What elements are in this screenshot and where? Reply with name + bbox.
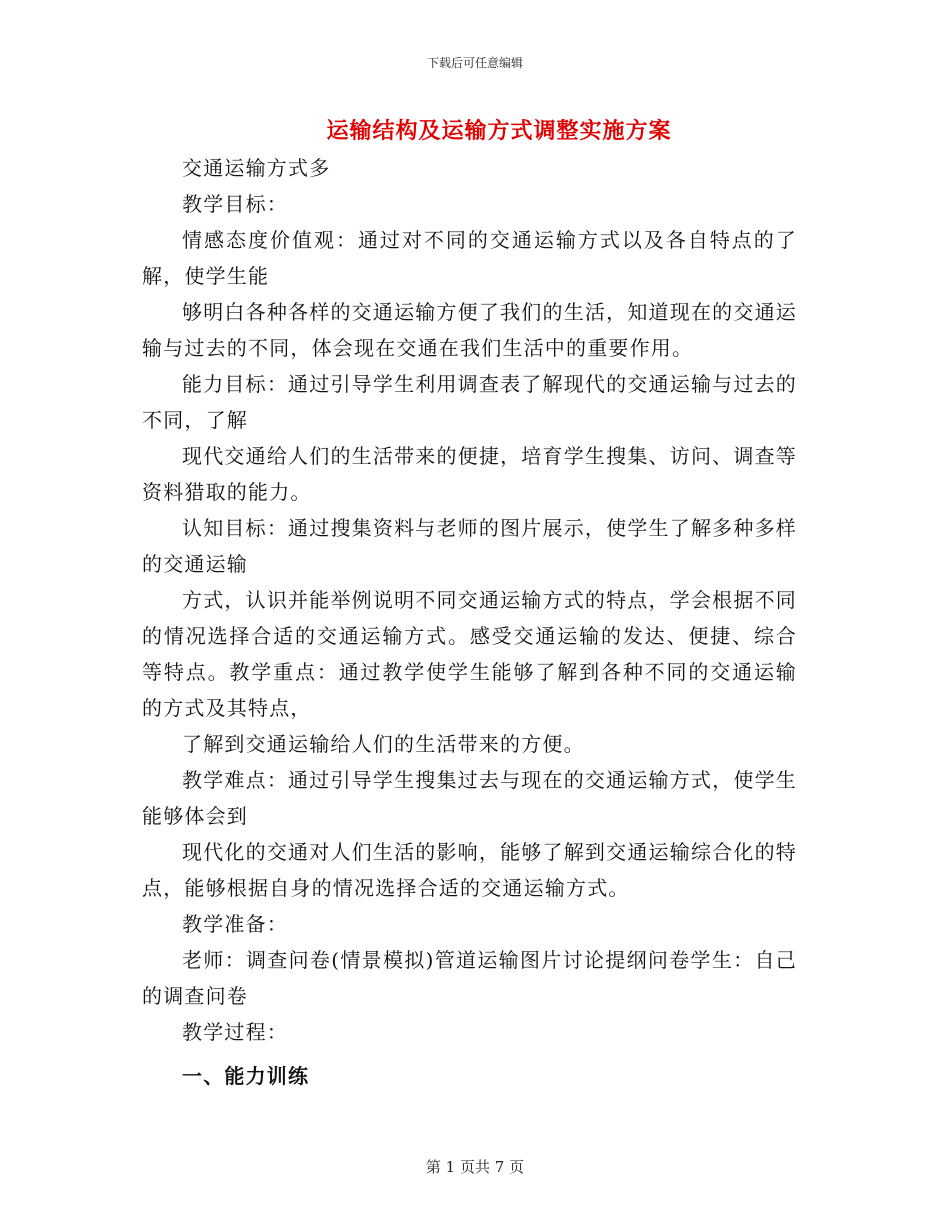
header-note: 下载后可任意编辑 — [426, 56, 523, 70]
paragraph: 教学过程： — [182, 1020, 288, 1044]
paragraph: 了解到交通运输给人们的生活带来的方便。 — [182, 732, 585, 756]
paragraph: 教学目标： — [182, 192, 288, 216]
paragraph: 够明白各种各样的交通运输方便了我们的生活，知道现在的交通运输与过去的不同，体会现在交通在我们生活中的重要作用。 — [142, 300, 797, 360]
paragraph: 交通运输方式多 — [182, 156, 331, 180]
paragraph: 能力目标：通过引导学生利用调查表了解现代的交通运输与过去的不同，了解 — [142, 372, 797, 432]
paragraph: 教学难点：通过引导学生搜集过去与现在的交通运输方式，使学生能够体会到 — [142, 768, 797, 828]
paragraph: 情感态度价值观：通过对不同的交通运输方式以及各自特点的了解，使学生能 — [142, 228, 797, 288]
section-heading: 一、能力训练 — [182, 1064, 310, 1088]
paragraph: 教学准备： — [182, 912, 288, 936]
document-body — [142, 150, 797, 1094]
document-title: 运输结构及运输方式调整实施方案 — [326, 118, 672, 144]
paragraph: 现代化的交通对人们生活的影响，能够了解到交通运输综合化的特点，能够根据自身的情况选择合适的交通运输方式。 — [142, 840, 797, 900]
paragraph: 现代交通给人们的生活带来的便捷，培育学生搜集、访问、调查等资料猎取的能力。 — [142, 444, 797, 504]
page-footer: 第 1 页共 7 页 — [425, 1158, 525, 1176]
paragraph: 认知目标：通过搜集资料与老师的图片展示，使学生了解多种多样的交通运输 — [142, 516, 797, 576]
paragraph: 老师：调查问卷(情景模拟)管道运输图片讨论提纲问卷学生：自己的调查问卷 — [142, 948, 797, 1008]
paragraph: 方式，认识并能举例说明不同交通运输方式的特点，学会根据不同的情况选择合适的交通运输方式。感受交通运输的发达、便捷、综合等特点。教学重点：通过教学使学生能够了解到各种不同的交通运输的方式及其特点， — [142, 588, 797, 720]
